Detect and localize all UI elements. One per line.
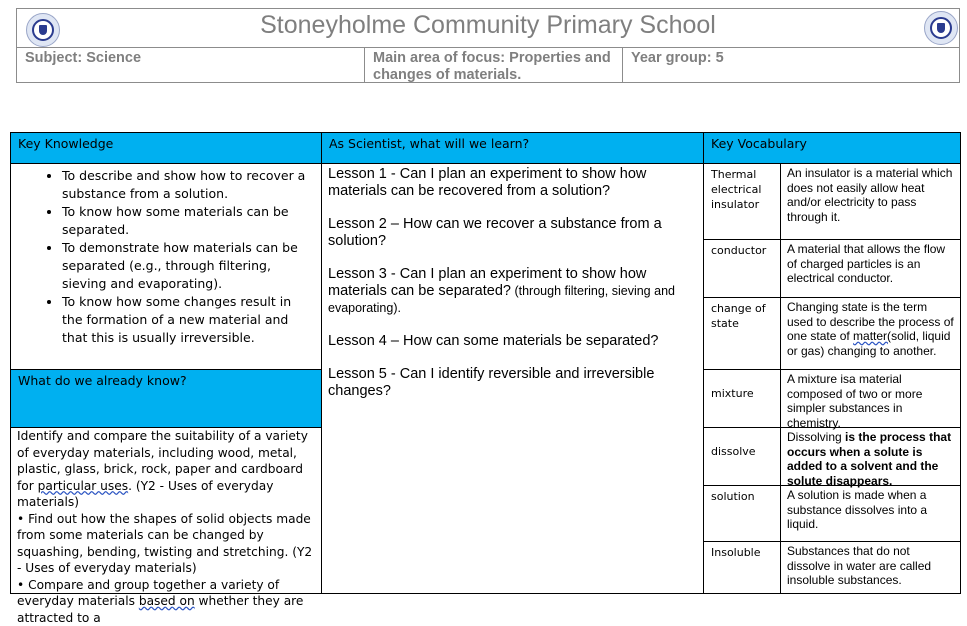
vocab-term: change of state — [703, 297, 780, 369]
vocab-term: conductor — [703, 239, 780, 297]
vocabulary-heading: Key Vocabulary — [703, 132, 961, 163]
prior-knowledge-cell — [10, 427, 321, 594]
year-group-cell: Year group: 5 — [623, 48, 959, 82]
lesson-3-text: Lesson 3 - Can I plan an experiment to show how materials can be separated? — [328, 266, 646, 299]
vocab-definition-text: Changing state is the term used to describe the process of one state of — [787, 300, 954, 343]
vocab-term: Insoluble — [703, 541, 780, 594]
key-knowledge-heading: Key Knowledge — [10, 132, 321, 163]
lessons-cell — [321, 163, 703, 594]
lesson-4: Lesson 4 – How can some materials be separated? — [328, 333, 697, 350]
vocab-definition-text: solid, liquid or gas) changing to another. — [787, 329, 950, 358]
prior-knowledge-paragraph — [17, 428, 315, 511]
vocab-definition: A material that allows the flow of charged particles is an electrical conductor. — [780, 239, 961, 297]
header-table — [16, 8, 960, 83]
vocab-definition: A mixture isa material composed of two or more simpler substances in chemistry. — [780, 369, 961, 427]
school-name: Stoneyholme Community Primary School — [17, 9, 959, 48]
prior-text: whether they are attracted to a — [17, 594, 303, 625]
list-item: • To know how some materials can be separated. — [62, 203, 313, 239]
vocab-definition-underlined: matter( — [853, 329, 891, 343]
vocab-term: mixture — [703, 369, 780, 427]
lesson-3 — [328, 266, 697, 317]
vocab-definition — [780, 427, 961, 485]
subject-cell: Subject: Science — [17, 48, 365, 82]
lesson-3-note: (through filtering, sieving and evaporating). — [328, 284, 675, 315]
vocab-definition — [780, 297, 961, 369]
prior-knowledge-heading: What do we already know? — [10, 369, 321, 427]
prior-knowledge-paragraph: • Find out how the shapes of solid objects made from some materials can be changed by squashing, bending, twisting and stretching. (Y2 - Uses of everyday materials) — [17, 511, 315, 577]
list-item: • To demonstrate how materials can be separated (e.g., through filtering, sieving and evaporating). — [62, 239, 313, 293]
prior-text-underlined: based on — [139, 594, 195, 608]
prior-text-underlined: particular uses — [38, 479, 128, 493]
prior-text: • Compare and group together a variety of everyday materials — [17, 578, 279, 609]
vocab-term: solution — [703, 485, 780, 541]
vocab-definition-text: Dissolving — [787, 430, 845, 444]
lesson-1: Lesson 1 - Can I plan an experiment to show how materials can be recovered from a solution? — [328, 166, 697, 200]
prior-text: . (Y2 - Uses of everyday materials) — [17, 479, 273, 510]
vocab-definition: An insulator is a material which does not easily allow heat and/or electricity to pass through it. — [780, 163, 961, 239]
key-knowledge-cell — [10, 163, 321, 369]
vocab-definition: Substances that do not dissolve in water are called insoluble substances. — [780, 541, 961, 594]
lesson-2: Lesson 2 – How can we recover a substance from a solution? — [328, 216, 697, 250]
lesson-5: Lesson 5 - Can I identify reversible and irreversible changes? — [328, 366, 697, 400]
vocab-definition: A solution is made when a substance dissolves into a liquid. — [780, 485, 961, 541]
prior-knowledge-paragraph — [17, 577, 315, 626]
knowledge-organiser-table — [10, 132, 961, 594]
list-item: • To describe and show how to recover a substance from a solution. — [62, 167, 313, 203]
focus-cell: Main area of focus: Properties and changes of materials. — [365, 48, 623, 82]
learning-heading: As Scientist, what will we learn? — [321, 132, 703, 163]
vocab-definition-bold: is the process that occurs when a solute is added to a solvent and the solute disappears. — [787, 430, 951, 488]
list-item: • To know how some changes result in the formation of a new material and that this is usually irreversible. — [62, 293, 313, 347]
prior-text: Identify and compare the suitability of a variety of everyday materials, including wood, metal, plastic, glass, brick, rock, paper and cardboard for — [17, 429, 308, 493]
vocab-term: Thermal electrical insulator — [703, 163, 780, 239]
key-knowledge-list — [11, 167, 321, 347]
vocab-term: dissolve — [703, 427, 780, 485]
